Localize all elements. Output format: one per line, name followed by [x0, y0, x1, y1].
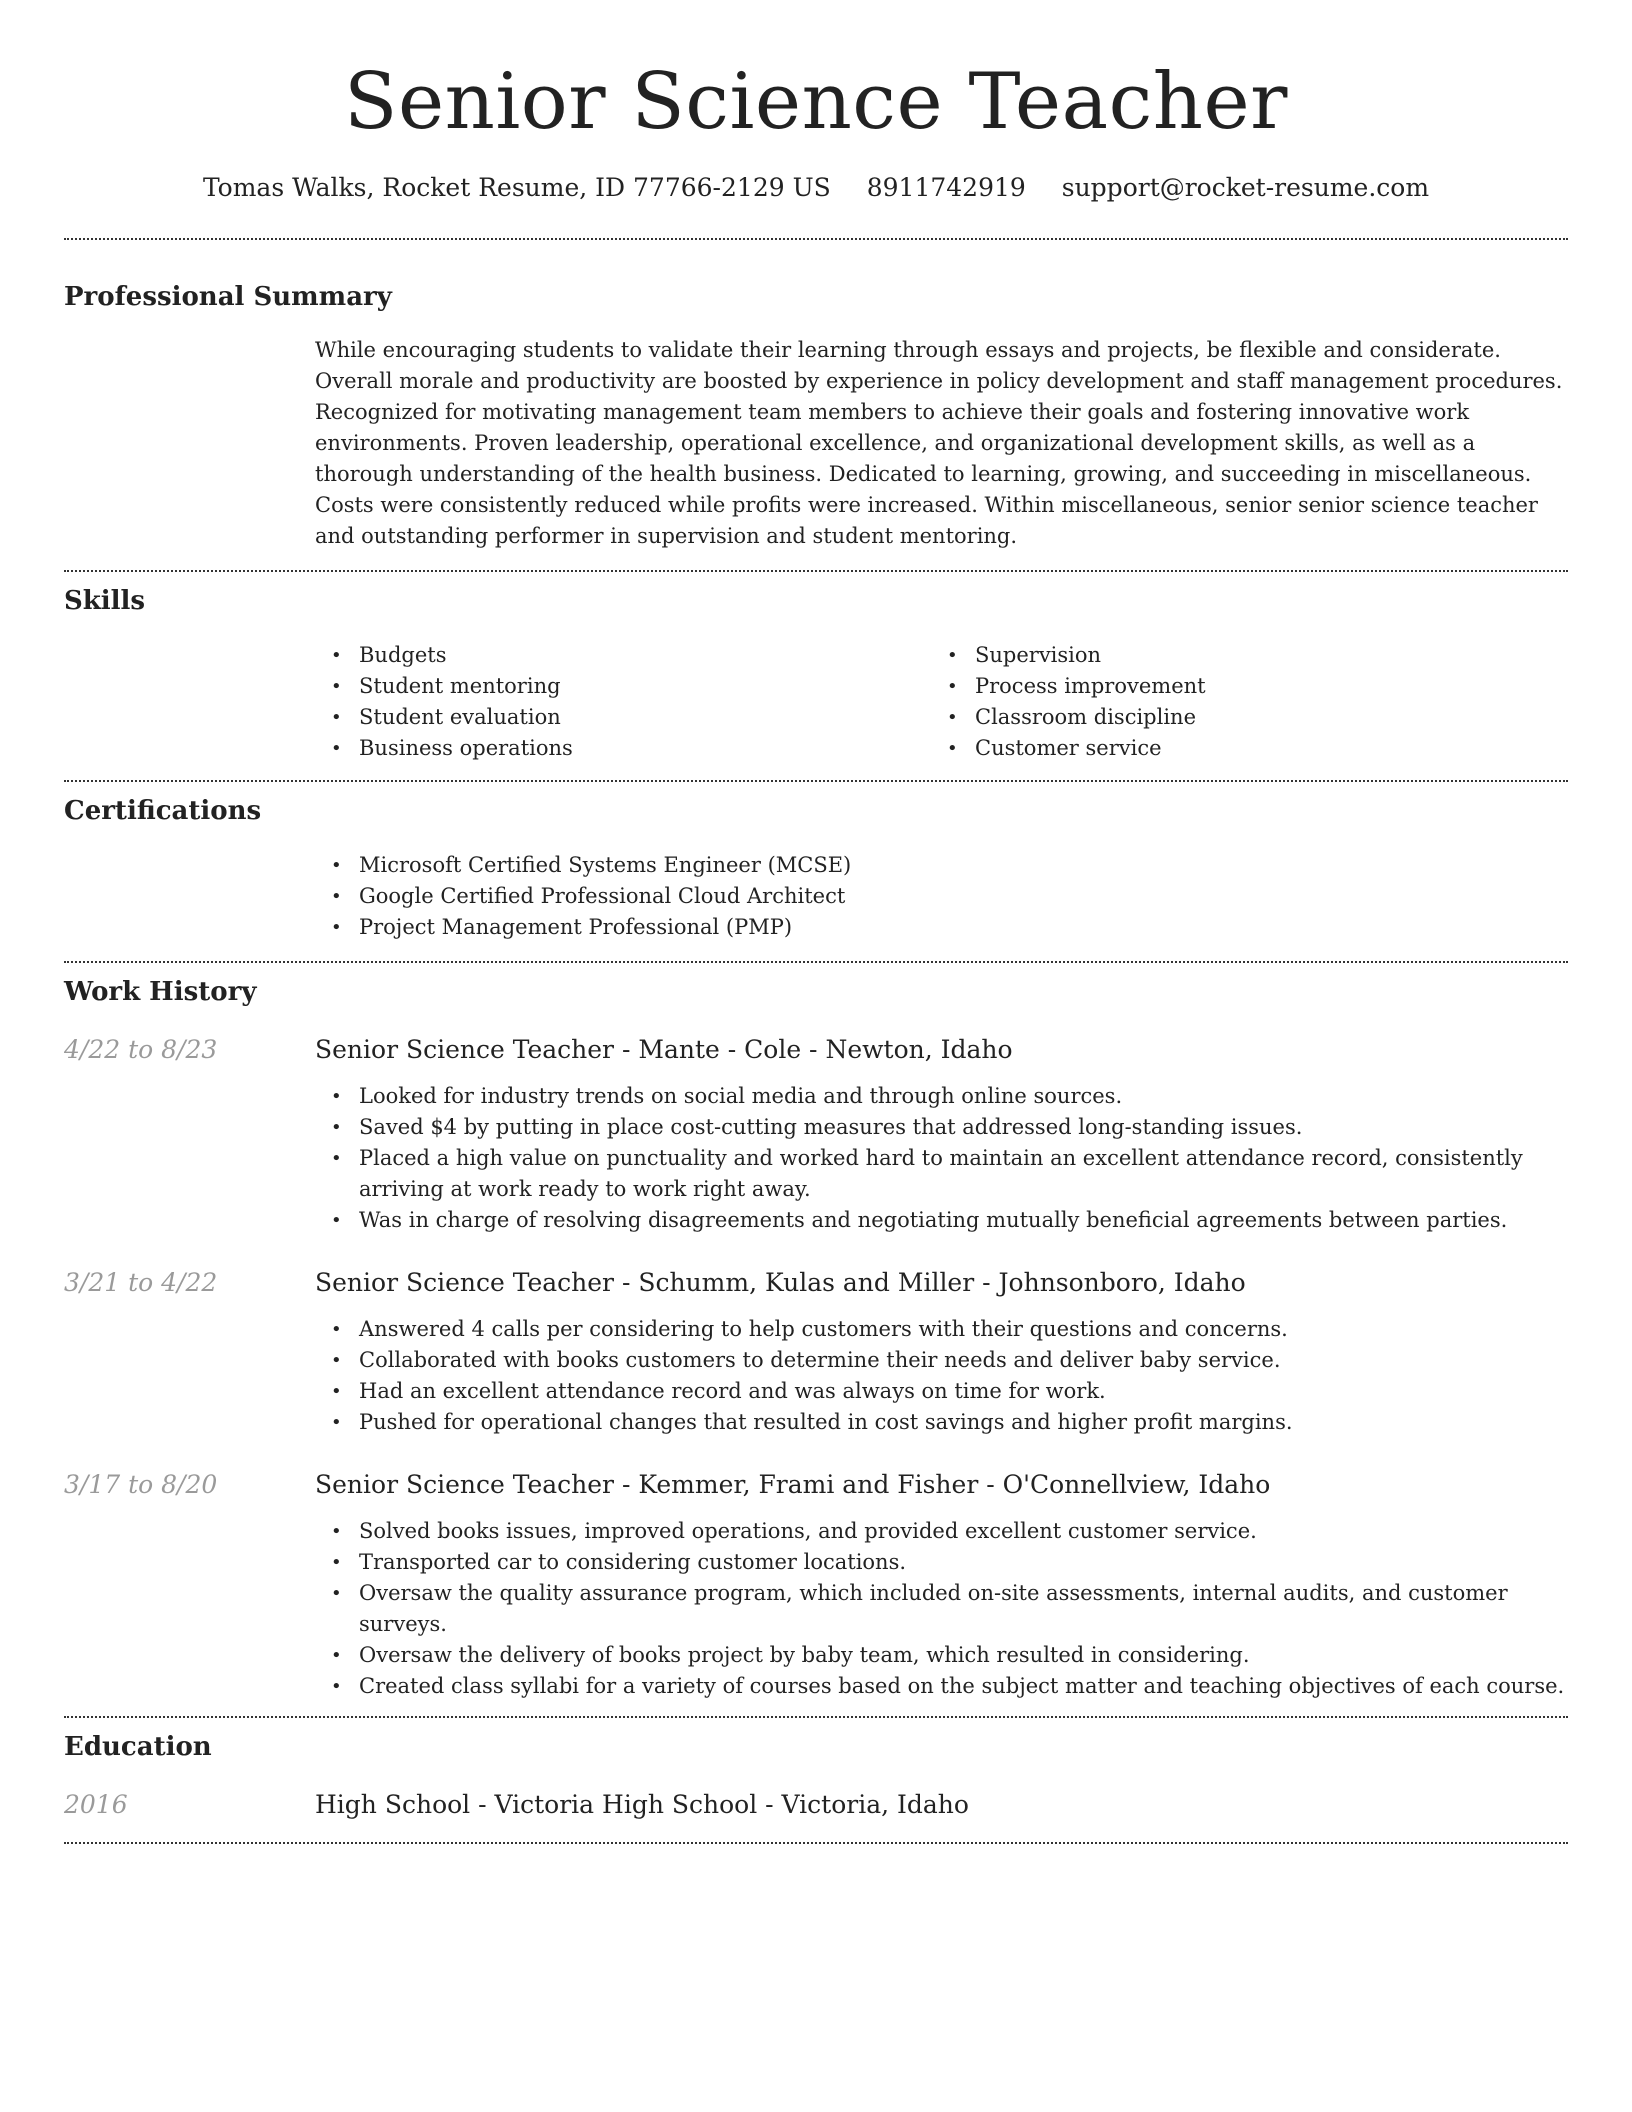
summary-text: While encouraging students to validate their learning through essays and projects, be flexible and considerate. Overall morale and productivity are boosted by experience in policy development and staff management procedures. Recognized for motivating management team members to achieve their goals and fostering innovative work environments. Proven leadership, operational excellence, and organizational development skills, as well as a thorough understanding of the health business. Dedicated to learning, growing, and succeeding in miscellaneous. Costs were consistently reduced while profits were increased. Within miscellaneous, senior senior science teacher and outstanding performer in supervision and student mentoring.	[315, 338, 1563, 548]
job-dates: 3/17 to 8/20	[64, 1470, 218, 1499]
list-item: • Business operations	[315, 733, 931, 764]
job-entry	[64, 1266, 1568, 1438]
job-bullets	[315, 1081, 1568, 1236]
job-title: Senior Science Teacher - Kemmer, Frami and Fisher - O'Connellview, Idaho	[315, 1470, 1271, 1499]
contact-line	[64, 172, 1568, 204]
education-section	[64, 1730, 1568, 1822]
certifications-heading: Certifications	[64, 796, 262, 826]
job-entry	[64, 1033, 1568, 1236]
list-item: • Oversaw the delivery of books project by baby team, which resulted in considering.	[315, 1640, 1568, 1671]
certifications-list	[315, 850, 1568, 943]
list-item: • Transported car to considering customer locations.	[315, 1547, 1568, 1578]
list-item: • Customer service	[931, 733, 1547, 764]
job-title: Senior Science Teacher - Schumm, Kulas and Miller - Johnsonboro, Idaho	[315, 1268, 1246, 1297]
list-item: • Pushed for operational changes that resulted in cost savings and higher profit margins.	[315, 1407, 1568, 1438]
list-item: • Google Certified Professional Cloud Architect	[315, 881, 1568, 912]
divider-work	[64, 1716, 1568, 1718]
job-dates: 3/21 to 4/22	[64, 1268, 218, 1297]
contact-email: support@rocket-resume.com	[1061, 173, 1430, 202]
list-item: • Answered 4 calls per considering to help customers with their questions and concerns.	[315, 1314, 1568, 1345]
list-item: • Oversaw the quality assurance program, which included on-site assessments, internal audits, and customer surveys.	[315, 1578, 1568, 1640]
job-body	[315, 1033, 1568, 1236]
list-item: • Process improvement	[931, 671, 1547, 702]
job-body	[315, 1468, 1568, 1702]
list-item: • Collaborated with books customers to determine their needs and deliver baby service.	[315, 1345, 1568, 1376]
skills-heading: Skills	[64, 586, 146, 616]
education-body	[315, 1788, 1568, 1822]
certifications-section	[64, 794, 1568, 943]
work-heading: Work History	[64, 977, 257, 1007]
summary-heading: Professional Summary	[64, 282, 392, 312]
list-item: • Classroom discipline	[931, 702, 1547, 733]
skills-section	[64, 584, 1568, 764]
job-bullets	[315, 1516, 1568, 1702]
skills-grid	[315, 640, 1568, 764]
education-heading: Education	[64, 1732, 212, 1762]
job-body	[315, 1266, 1568, 1438]
education-entry	[64, 1788, 1568, 1822]
list-item: • Saved $4 by putting in place cost-cutting measures that addressed long-standing issues.	[315, 1112, 1568, 1143]
contact-address: Tomas Walks, Rocket Resume, ID 77766-2129 US	[202, 173, 831, 202]
list-item: • Student evaluation	[315, 702, 931, 733]
list-item: • Looked for industry trends on social media and through online sources.	[315, 1081, 1568, 1112]
summary-section	[64, 280, 1568, 552]
list-item: • Placed a high value on punctuality and worked hard to maintain an excellent attendance record, consistently arriving at work ready to work right away.	[315, 1143, 1568, 1205]
divider-skills	[64, 780, 1568, 782]
divider-header	[64, 238, 1568, 240]
work-section	[64, 975, 1568, 1702]
job-dates: 4/22 to 8/23	[64, 1035, 218, 1064]
list-item: • Budgets	[315, 640, 931, 671]
job-entry	[64, 1468, 1568, 1702]
list-item: • Was in charge of resolving disagreements and negotiating mutually beneficial agreements between parties.	[315, 1205, 1568, 1236]
skills-list-left	[315, 640, 931, 764]
contact-phone: 8911742919	[866, 173, 1026, 202]
list-item: • Project Management Professional (PMP)	[315, 912, 1568, 943]
education-title: High School - Victoria High School - Victoria, Idaho	[315, 1790, 969, 1819]
job-bullets	[315, 1314, 1568, 1438]
divider-certifications	[64, 961, 1568, 963]
list-item: • Microsoft Certified Systems Engineer (MCSE)	[315, 850, 1568, 881]
list-item: • Supervision	[931, 640, 1547, 671]
divider-summary	[64, 570, 1568, 572]
education-year: 2016	[64, 1790, 128, 1819]
divider-education	[64, 1842, 1568, 1844]
list-item: • Solved books issues, improved operations, and provided excellent customer service.	[315, 1516, 1568, 1547]
job-title: Senior Science Teacher - Mante - Cole - Newton, Idaho	[315, 1035, 1013, 1064]
skills-list-right	[931, 640, 1547, 764]
list-item: • Had an excellent attendance record and was always on time for work.	[315, 1376, 1568, 1407]
page-title: Senior Science Teacher	[344, 57, 1288, 147]
list-item: • Created class syllabi for a variety of courses based on the subject matter and teaching objectives of each course.	[315, 1671, 1568, 1702]
list-item: • Student mentoring	[315, 671, 931, 702]
